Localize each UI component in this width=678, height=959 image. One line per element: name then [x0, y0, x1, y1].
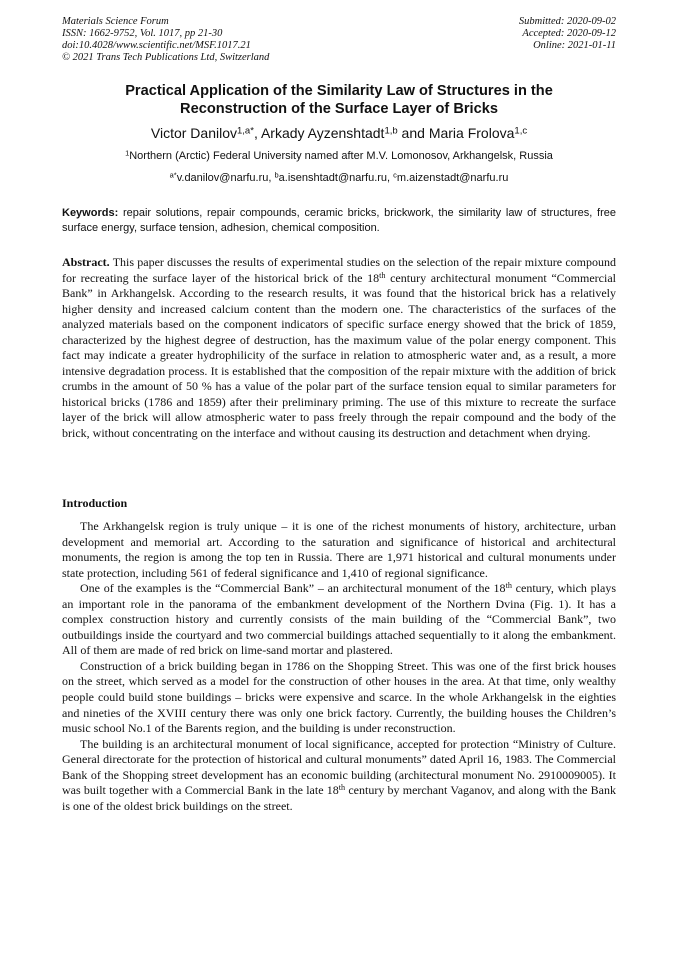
- intro-p4-part-2: century by merchant Vaganov, and along with the Bank is one of the oldest brick buildings on the street.: [62, 783, 616, 813]
- doi-line: doi:10.4028/www.scientific.net/MSF.1017.21: [62, 40, 251, 51]
- abstract-text-part-1: This paper discusses the results of experimental studies on the selection of the repair mixture compound for recreating the surface layer of the historical brick of the 18: [62, 255, 616, 285]
- title-line-2: Reconstruction of the Surface Layer of Bricks: [180, 101, 498, 117]
- keywords-text: repair solutions, repair compounds, ceramic bricks, brickwork, the similarity law of structures, free surface energy, surface tension, adhesion, chemical composition.: [62, 207, 616, 234]
- keywords-block: [62, 206, 616, 236]
- email-a[interactable]: v.danilov@narfu.ru,: [176, 172, 275, 184]
- email-c-mark: c: [393, 170, 397, 180]
- intro-p2-part-2: century, which plays an important role in the panorama of the embankment development of the Northern Dvina (Fig. 1). It has a complex construction history and currently consists of the main building of the “Commercial Bank”, two outbuildings inside the courtyard and two commercial buildings attached sequentially to it along the embankment. All of them are made of red brick on lime-sand mortar and plastered.: [62, 581, 617, 658]
- accepted-date: Accepted: 2020-09-12: [522, 28, 616, 39]
- online-date: Online: 2021-01-11: [533, 40, 616, 51]
- author-3: Maria Frolova: [428, 125, 515, 141]
- copyright-line: © 2021 Trans Tech Publications Ltd, Switzerland: [62, 52, 270, 63]
- email-a-mark: a*: [169, 170, 177, 180]
- author-2: Arkady Ayzenshtadt: [260, 125, 385, 141]
- email-list: [62, 171, 616, 185]
- abstract-ordinal-suffix: th: [379, 270, 386, 280]
- affiliation-text: Northern (Arctic) Federal University named after M.V. Lomonosov, Arkhangelsk, Russia: [129, 150, 553, 162]
- email-c[interactable]: m.aizenstadt@narfu.ru: [396, 172, 509, 184]
- introduction-body: [62, 519, 616, 814]
- author-1-affil-mark: 1,a*: [237, 125, 254, 137]
- keywords-label: Keywords:: [62, 207, 119, 219]
- journal-name: Materials Science Forum: [62, 16, 169, 27]
- intro-paragraph-3: Construction of a brick building began in 1786 on the Shopping Street. This was one of the first brick houses on the street, which served as a model for the construction of other houses in the area. At that time, only wealthy people could build stone buildings – bricks were expensive and scarce. In the whole Arkhangelsk in the eighties and nineties of the XVIII century there was only one brick factory. Currently, the building houses the Children’s music school No.1 of the Barents region, and the building is under reconstruction.: [62, 658, 616, 736]
- intro-paragraph-2: [62, 581, 616, 659]
- submitted-date: Submitted: 2020-09-02: [518, 16, 616, 27]
- author-separator: ,: [253, 125, 261, 141]
- affiliation: [62, 149, 616, 163]
- abstract-text-part-2: century architectural monument “Commercial Bank” in Arkhangelsk. According to the research results, it was found that the historical brick has a relatively higher density and increased calcium content than the modern one. The characteristics of the surfaces of the analyzed materials based on the component indicators of specific surface energy showed that the brick of 1859, characterized by the highest degree of destruction, has the maximum value of the polar energy component. This fact may indicate a greater hydrophilicity of the surface in relation to atmospheric water and, as a result, a more intensive degradation process. It is established that the composition of the repair mixture with the addition of brick crumbs in the amount of 50 % has a value of the polar part of the surface tension equal to similar parameters for historical bricks (1786 and 1859) after their preliminary priming. The use of this mixture to recreate the surface layer of the brick will allow atmospheric water to pass freely through the repair compound and the body of the brick, without concentrating on the interface and without causing its destruction and detachment when drying.: [62, 270, 616, 441]
- issn-line: ISSN: 1662-9752, Vol. 1017, pp 21-30: [62, 28, 223, 39]
- author-list: [62, 124, 616, 142]
- author-2-affil-mark: 1,b: [384, 125, 398, 137]
- author-1: Victor Danilov: [150, 125, 237, 141]
- intro-p2-ordinal-suffix: th: [505, 581, 512, 591]
- intro-p2-part-1: One of the examples is the “Commercial Bank” – an architectural monument of the 18: [80, 581, 506, 596]
- intro-p4-ordinal-suffix: th: [338, 783, 346, 793]
- intro-paragraph-1: The Arkhangelsk region is truly unique – it is one of the richest monuments of history, architecture, urban development and memorial art. According to the saturation and significance of historical and architectural monuments, the region is among the top ten in Russia. There are 1,971 historical and cultural monuments under state protection, including 561 of federal significance and 1,410 of regional significance.: [62, 519, 616, 580]
- title-line-1: Practical Application of the Similarity Law of Structures in the: [125, 83, 553, 99]
- email-b-mark: b: [274, 170, 279, 180]
- intro-p4-part-1: The building is an architectural monument of local significance, accepted for protection “Ministry of Culture. General directorate for the protection of historical and cultural monuments” dated April 16, 1983. The Commercial Bank of the Shopping street development has an economic building (architectural monument No. 2910009005). It was built together with a Commercial Bank in the late 18: [62, 736, 616, 798]
- journal-header-left: [62, 16, 269, 64]
- author-3-affil-mark: 1,c: [514, 125, 528, 137]
- abstract-label: Abstract.: [62, 255, 110, 269]
- affiliation-mark: 1: [125, 148, 130, 158]
- author-separator: and: [397, 125, 429, 141]
- abstract-block: [62, 255, 616, 442]
- introduction-heading: Introduction: [62, 496, 128, 510]
- paper-title: [62, 82, 616, 118]
- email-b[interactable]: a.isenshtadt@narfu.ru,: [278, 172, 394, 184]
- journal-header-right: [519, 16, 616, 52]
- intro-paragraph-4: [62, 737, 616, 815]
